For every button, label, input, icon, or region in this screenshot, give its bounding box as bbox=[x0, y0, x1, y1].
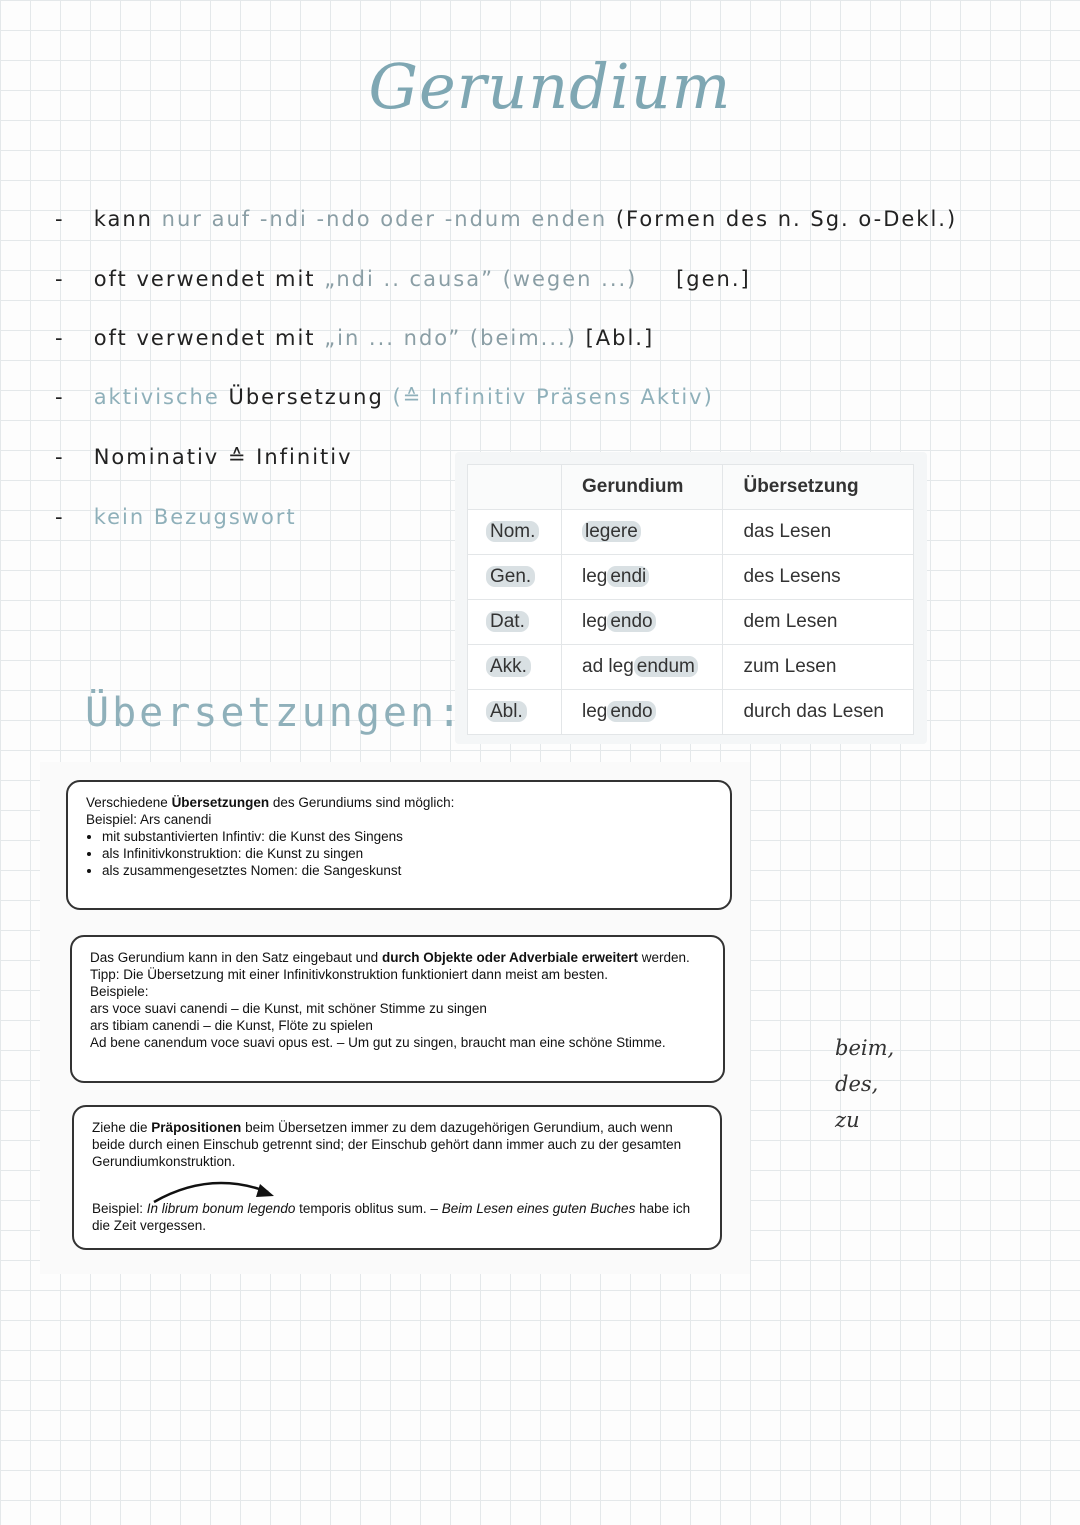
gerund-table bbox=[467, 464, 914, 735]
table-header-row: Gerundium Übersetzung bbox=[468, 465, 914, 510]
bullet-6: - kein Bezugswort bbox=[55, 505, 297, 529]
info-box-translations: Verschiedene Übersetzungen des Gerundiums sind möglich: Beispiel: Ars canendi • mit substantivierten Infintiv: die Kunst des Singens • als Infinitivkonstruktion: die Kunst zu singen • als zusammengesetztes Nomen: die Sangeskunst bbox=[66, 780, 732, 910]
translation-options-list bbox=[86, 828, 712, 879]
bullet-2: - oft verwendet mit „ndi .. causa” (wegen ...) [gen.] bbox=[55, 267, 751, 291]
curved-arrow-icon bbox=[150, 1172, 285, 1207]
gerund-table-card bbox=[455, 452, 927, 744]
info-box-extension: Das Gerundium kann in den Satz eingebaut und durch Objekte oder Adverbiale erweitert werden. Tipp: Die Übersetzung mit einer Infinitivkonstruktion funktioniert dann meist am besten. Beispiele: ars voce suavi canendi – die Kunst, mit schöner Stimme zu singen ars tibiam canendi – die Kunst, Flöte zu spielen Ad bene canendum voce suavi opus est. – Um gut zu singen, braucht man eine schöne Stimme. bbox=[70, 935, 725, 1083]
page-title: Gerundium bbox=[368, 50, 732, 123]
handwritten-notes: beim, des, zu bbox=[835, 1036, 895, 1132]
table-row: Gen. leg endi des Lesens bbox=[468, 555, 914, 600]
bullet-1: - kann nur auf -ndi -ndo oder -ndum enden (Formen des n. Sg. o-Dekl.) bbox=[55, 207, 958, 231]
table-row: Nom. legere das Lesen bbox=[468, 510, 914, 555]
list-item: • als Infinitivkonstruktion: die Kunst zu singen bbox=[102, 845, 712, 862]
bullet-4: - aktivische Übersetzung (≙ Infinitiv Präsens Aktiv) bbox=[55, 385, 714, 409]
bullet-5: - Nominativ ≙ Infinitiv bbox=[55, 445, 353, 469]
bullet-3: - oft verwendet mit „in ... ndo” (beim...) [Abl.] bbox=[55, 326, 655, 350]
list-item: • mit substantivierten Infintiv: die Kunst des Singens bbox=[102, 828, 712, 845]
table-row: Akk. ad leg endum zum Lesen bbox=[468, 645, 914, 690]
table-row: Dat. leg endo dem Lesen bbox=[468, 600, 914, 645]
info-box-prepositions: Ziehe die Präpositionen beim Übersetzen immer zu dem dazugehörigen Gerundium, auch wenn beide durch einen Einschub getrennt sind; der Einschub gehört dann immer auch zu der gesamten Gerundiumkonstruktion. Beispiel: In librum bonum legendo temporis oblitus sum. – Beim Lesen eines guten Buches habe ich die Zeit vergessen. bbox=[72, 1105, 722, 1250]
list-item: • als zusammengesetztes Nomen: die Sangeskunst bbox=[102, 862, 712, 879]
subheading-translations: Übersetzungen: bbox=[85, 690, 465, 736]
dash: - bbox=[55, 207, 65, 231]
table-row: Abl. leg endo durch das Lesen bbox=[468, 690, 914, 735]
